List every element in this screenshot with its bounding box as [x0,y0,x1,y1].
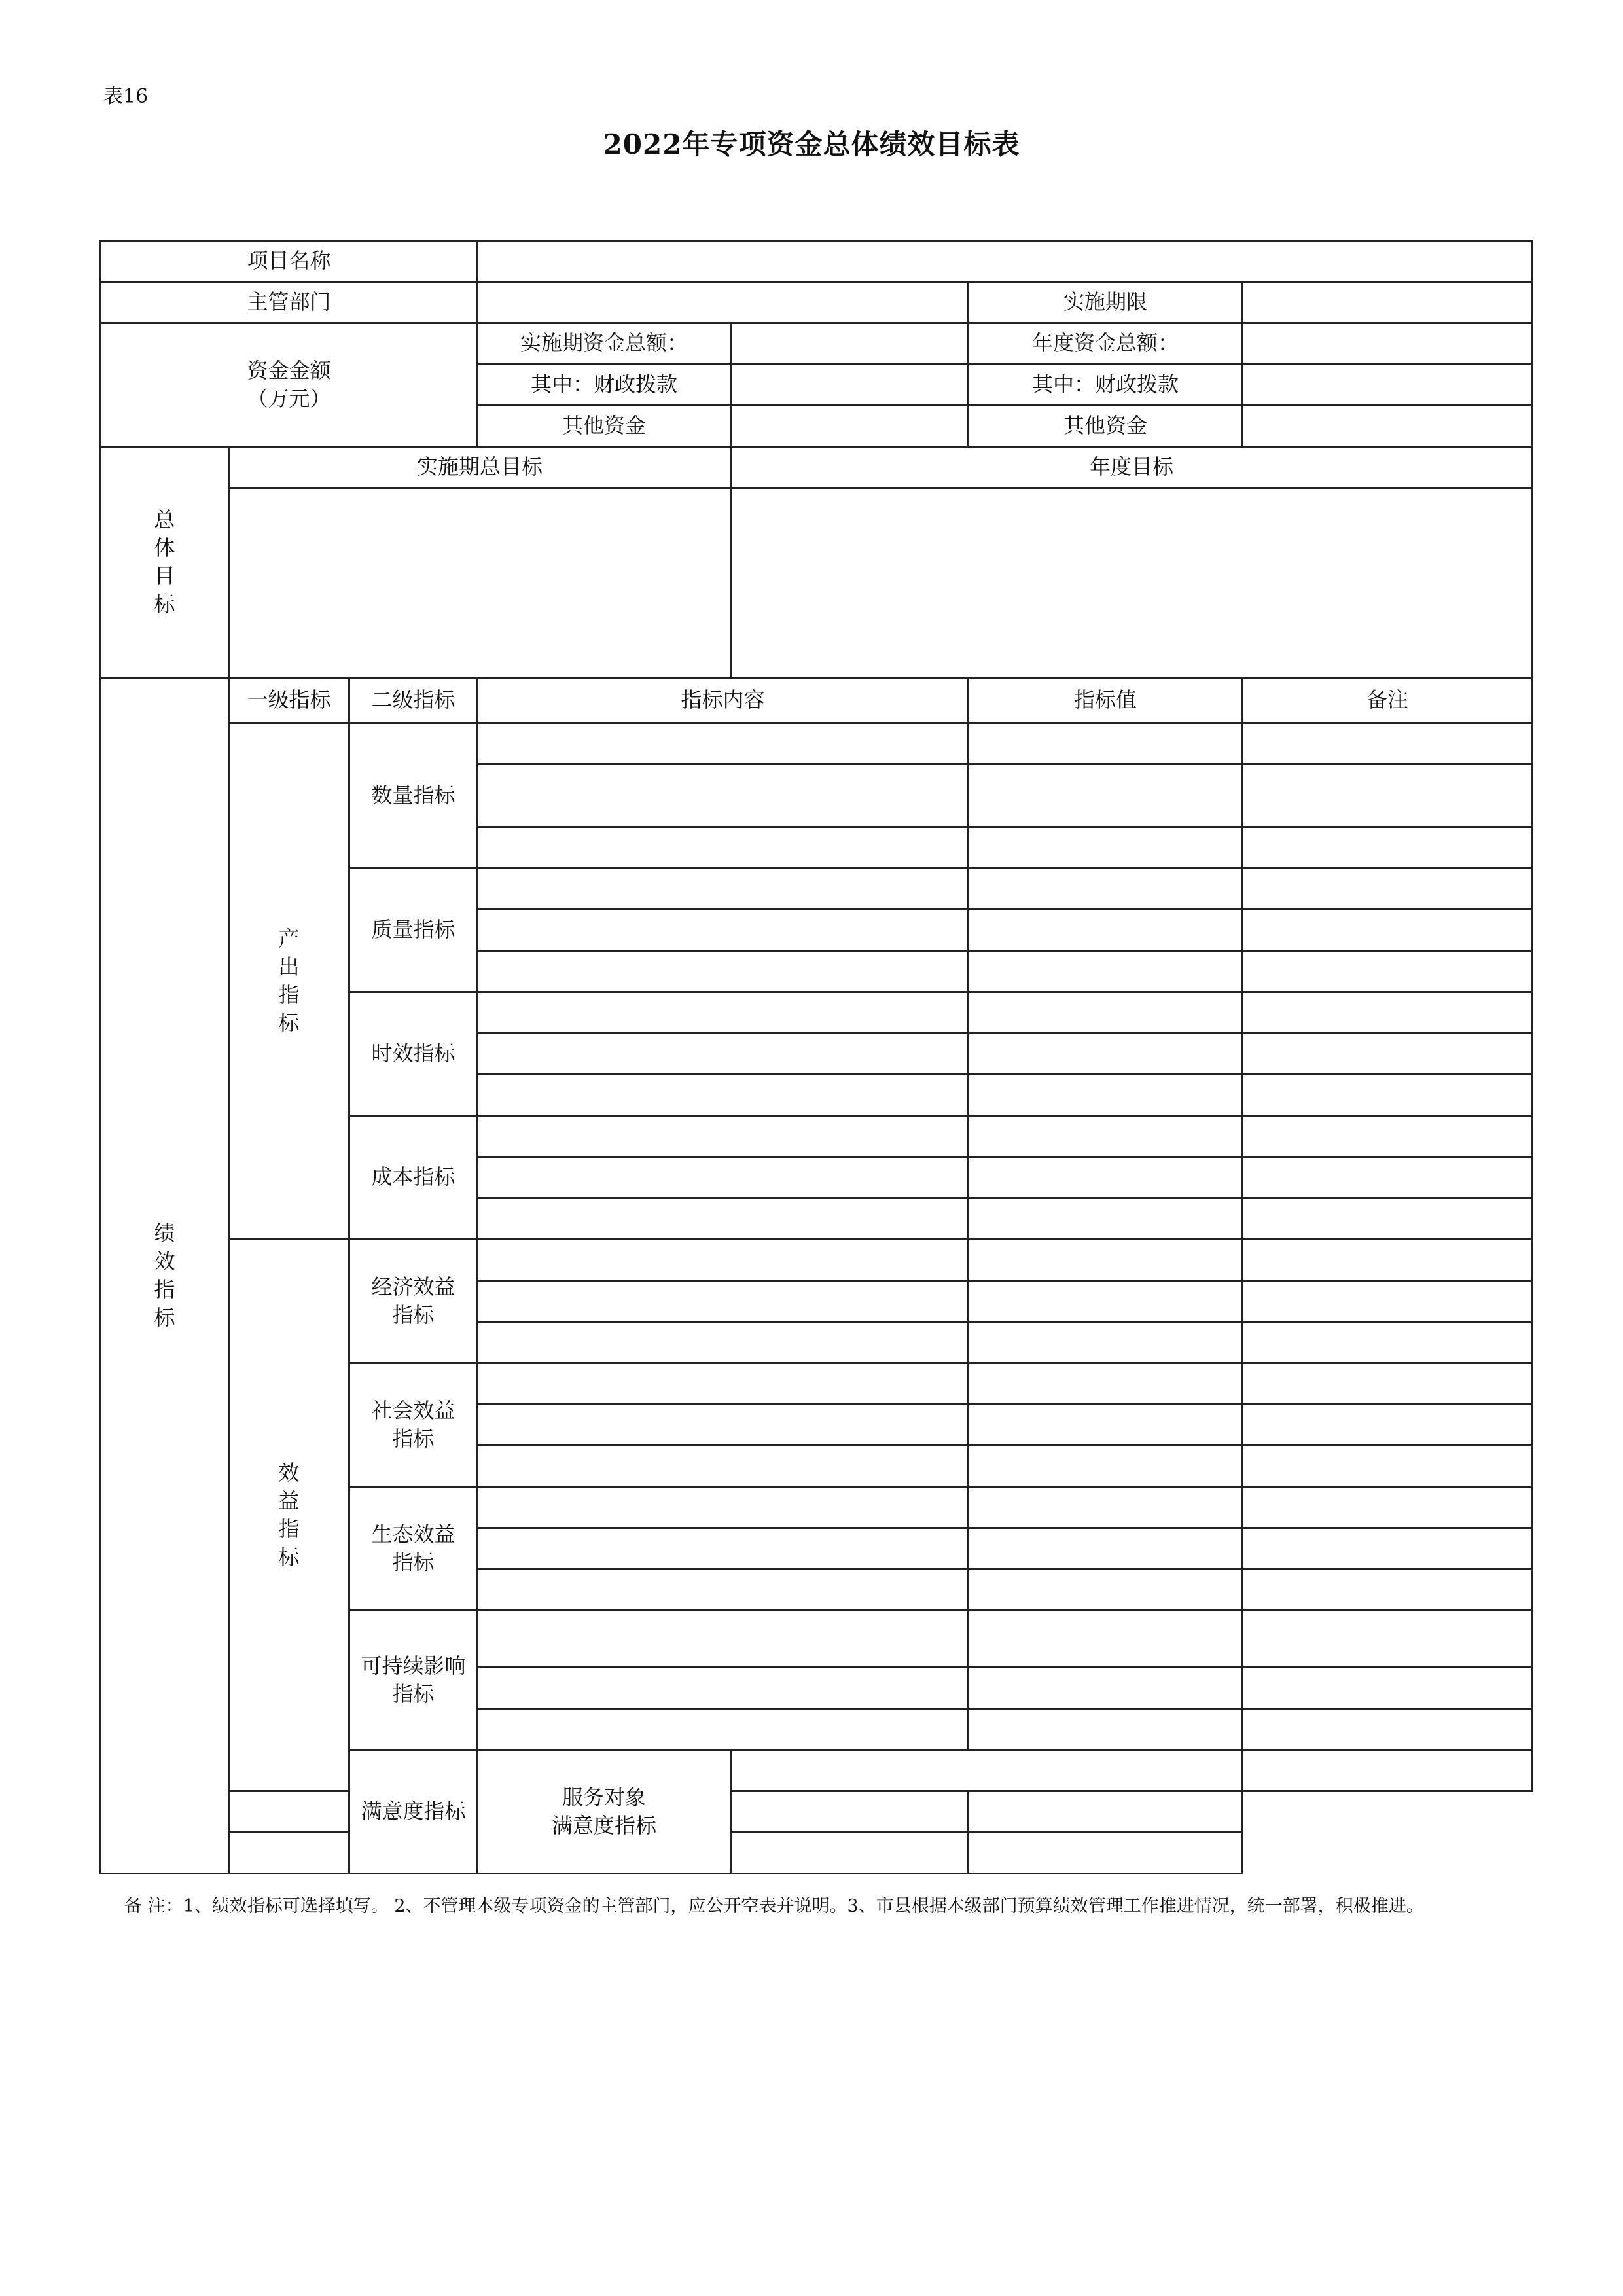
indicator-remark-cell[interactable] [1243,1446,1533,1487]
indicator-value-cell[interactable] [731,1791,969,1833]
indicator-remark-cell[interactable] [1243,1281,1533,1322]
service-satisfaction-indicator [478,1750,731,1874]
indicator-remark-cell[interactable] [1243,1709,1533,1750]
sustainable-indicator-line1: 可持续影响 [361,1653,466,1678]
indicator-remark-cell[interactable] [1243,869,1533,910]
period-goal-value[interactable] [229,488,731,678]
funds-label-line1: 资金金额 [247,357,331,383]
project-name-label: 项目名称 [101,241,478,282]
indicator-remark-cell[interactable] [969,1791,1243,1833]
period-other-value[interactable] [731,406,969,447]
funds-label-line2: （万元） [247,386,331,411]
overall-goal-section [101,447,229,678]
indicator-content-cell[interactable] [478,1198,969,1240]
performance-label: 绩效指标 [154,1220,175,1331]
indicator-content-cell[interactable] [478,827,969,869]
indicator-content-cell[interactable] [478,1116,969,1157]
economic-indicator-line2: 指标 [392,1302,435,1327]
indicator-value-cell[interactable] [969,1570,1243,1611]
cost-indicator: 成本指标 [349,1116,478,1240]
annual-other-label: 其他资金 [969,406,1243,447]
department-label: 主管部门 [101,282,478,323]
indicator-content-cell[interactable] [478,1668,969,1709]
indicator-content-cell[interactable] [731,1750,1243,1791]
indicator-value-cell[interactable] [969,910,1243,951]
period-fiscal-label: 其中：财政拨款 [478,365,731,406]
indicator-value-cell[interactable] [969,1487,1243,1528]
indicator-value-cell[interactable] [969,1075,1243,1116]
performance-goal-table [99,240,1533,1874]
indicator-value-cell[interactable] [969,869,1243,910]
indicator-remark-cell[interactable] [1243,723,1533,764]
indicator-remark-cell[interactable] [1243,992,1533,1033]
indicator-value-cell[interactable] [969,1240,1243,1281]
project-name-value[interactable] [478,241,1533,282]
col-level1: 一级指标 [229,678,349,723]
indicator-value-cell[interactable] [969,1116,1243,1157]
indicator-remark-cell[interactable] [1243,1570,1533,1611]
indicator-value-cell[interactable] [969,1198,1243,1240]
indicator-value-cell[interactable] [969,1281,1243,1322]
indicator-remark-cell[interactable] [1243,1240,1533,1281]
indicator-value-cell[interactable] [969,764,1243,827]
indicator-value-cell[interactable] [731,1833,969,1874]
indicator-value-cell[interactable] [969,723,1243,764]
indicator-value-cell[interactable] [969,1033,1243,1075]
col-value: 指标值 [969,678,1243,723]
page-title: 2022年专项资金总体绩效目标表 [603,128,1020,160]
indicator-content-cell[interactable] [478,1240,969,1281]
indicator-remark-cell[interactable] [1243,1363,1533,1405]
indicator-remark-cell[interactable] [1243,1487,1533,1528]
indicator-remark-cell[interactable] [1243,1157,1533,1198]
indicator-value-cell[interactable] [969,1322,1243,1363]
col-remark: 备注 [1243,678,1533,723]
indicator-value-cell[interactable] [969,1446,1243,1487]
annual-goal-label: 年度目标 [731,447,1533,488]
quality-indicator: 质量指标 [349,869,478,992]
annual-fiscal-value[interactable] [1243,365,1533,406]
indicator-remark-cell[interactable] [1243,951,1533,992]
indicator-value-cell[interactable] [969,1157,1243,1198]
indicator-value-cell[interactable] [969,1528,1243,1570]
period-fiscal-value[interactable] [731,365,969,406]
indicator-remark-cell[interactable] [1243,1668,1533,1709]
benefit-indicator-label: 效益指标 [278,1460,300,1570]
indicator-content-cell[interactable] [478,1363,969,1405]
funds-label [101,323,478,447]
indicator-value-cell[interactable] [969,1611,1243,1668]
annual-goal-value[interactable] [731,488,1533,678]
annual-total-label: 年度资金总额： [969,323,1243,365]
indicator-content-cell[interactable] [478,1570,969,1611]
indicator-content-cell[interactable] [478,910,969,951]
table-number: 表16 [103,85,149,108]
indicator-content-cell[interactable] [478,1611,969,1668]
indicator-content-cell[interactable] [478,869,969,910]
indicator-content-cell[interactable] [478,1405,969,1446]
period-total-value[interactable] [731,323,969,365]
indicator-content-cell[interactable] [478,764,969,827]
indicator-value-cell[interactable] [969,1405,1243,1446]
department-value[interactable] [478,282,969,323]
col-level2: 二级指标 [349,678,478,723]
economic-indicator [349,1240,478,1363]
indicator-content-cell[interactable] [478,1487,969,1528]
col-content: 指标内容 [478,678,969,723]
indicator-value-cell[interactable] [969,827,1243,869]
indicator-content-cell[interactable] [478,992,969,1033]
indicator-content-cell[interactable] [478,1528,969,1570]
indicator-content-cell[interactable] [229,1833,478,1874]
indicator-content-cell[interactable] [478,1157,969,1198]
indicator-remark-cell[interactable] [1243,1075,1533,1116]
period-total-label: 实施期资金总额： [478,323,731,365]
indicator-content-cell[interactable] [478,1446,969,1487]
period-goal-label: 实施期总目标 [229,447,731,488]
indicator-content-cell[interactable] [478,723,969,764]
indicator-value-cell[interactable] [969,1668,1243,1709]
indicator-remark-cell[interactable] [1243,1611,1533,1668]
service-satisfaction-line1: 服务对象 [562,1784,646,1810]
timeliness-indicator: 时效指标 [349,992,478,1116]
performance-section [101,678,229,1874]
sustainable-indicator [349,1611,478,1750]
indicator-remark-cell[interactable] [1243,1198,1533,1240]
indicator-value-cell[interactable] [1243,1750,1533,1791]
indicator-content-cell[interactable] [478,1075,969,1116]
indicator-content-cell[interactable] [478,1322,969,1363]
indicator-value-cell[interactable] [969,1709,1243,1750]
indicator-value-cell[interactable] [969,951,1243,992]
satisfaction-indicator: 满意度指标 [349,1750,478,1874]
annual-total-value[interactable] [1243,323,1533,365]
overall-goal-label: 总体目标 [154,507,175,617]
ecological-indicator [349,1487,478,1611]
indicator-value-cell[interactable] [969,992,1243,1033]
indicator-remark-cell[interactable] [969,1833,1243,1874]
social-indicator-line2: 指标 [392,1426,435,1451]
indicator-remark-cell[interactable] [1243,1116,1533,1157]
quantity-indicator: 数量指标 [349,723,478,869]
social-indicator-line1: 社会效益 [371,1397,455,1423]
indicator-remark-cell[interactable] [1243,910,1533,951]
output-indicator-label: 产出指标 [278,925,300,1036]
indicator-remark-cell[interactable] [1243,764,1533,827]
indicator-content-cell[interactable] [478,951,969,992]
indicator-value-cell[interactable] [969,1363,1243,1405]
service-satisfaction-line2: 满意度指标 [551,1813,656,1838]
period-other-label: 其他资金 [478,406,731,447]
indicator-remark-cell[interactable] [1243,827,1533,869]
indicator-remark-cell[interactable] [1243,1322,1533,1363]
annual-fiscal-label: 其中：财政拨款 [969,365,1243,406]
indicator-content-cell[interactable] [478,1281,969,1322]
annual-other-value[interactable] [1243,406,1533,447]
output-indicator [229,723,349,1240]
footnote: 备 注：1、绩效指标可选择填写。 2、不管理本级专项资金的主管部门，应公开空表并说明。3、市县根据本级部门预算绩效管理工作推进情况，统一部署，积极推进。 [124,1896,1424,1916]
indicator-remark-cell[interactable] [1243,1528,1533,1570]
benefit-indicator [229,1240,349,1791]
ecological-indicator-line2: 指标 [392,1550,435,1575]
indicator-remark-cell[interactable] [1243,1405,1533,1446]
sustainable-indicator-line2: 指标 [392,1681,435,1706]
indicator-content-cell[interactable] [478,1033,969,1075]
economic-indicator-line1: 经济效益 [371,1274,455,1299]
indicator-content-cell[interactable] [478,1709,969,1750]
indicator-remark-cell[interactable] [1243,1033,1533,1075]
period-label: 实施期限 [969,282,1243,323]
social-indicator [349,1363,478,1487]
ecological-indicator-line1: 生态效益 [371,1521,455,1547]
period-value[interactable] [1243,282,1533,323]
